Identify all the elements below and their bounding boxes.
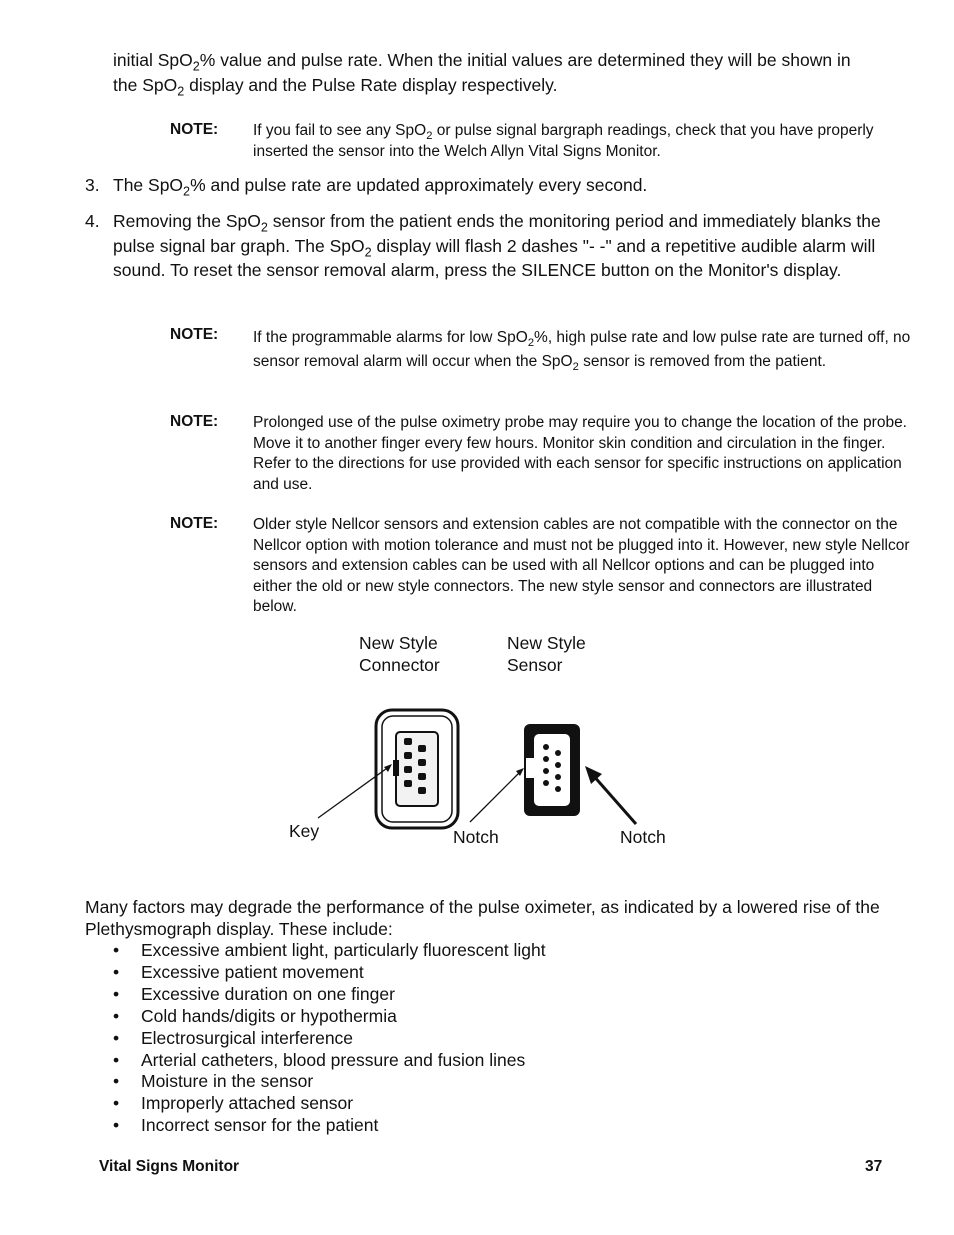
factor-text: Excessive duration on one finger [141, 983, 395, 1004]
factor-text: Improperly attached sensor [141, 1093, 354, 1114]
connector-label: New Style Connector [359, 633, 440, 675]
factor-list-item [113, 940, 893, 962]
note-2-label: NOTE: [170, 326, 219, 343]
factors-list [113, 940, 893, 1137]
factor-text: Arterial catheters, blood pressure and fusion lines [141, 1049, 526, 1070]
note-1-label: NOTE: [170, 121, 219, 138]
note-4-text: Older style Nellcor sensors and extension cables are not compatible with the connector on the Nellcor option with motion tolerance and must not be plugged into it. However, new style Nellcor sensors and extension cables can be used with all Nellcor options and can be plugged into either the old or new style connectors. The new style sensor and connectors are illustrated below. [253, 516, 910, 615]
factor-list-item [113, 1071, 893, 1093]
factor-list-item [113, 962, 893, 984]
factor-list-item [113, 1115, 893, 1137]
step-4-number: 4. [85, 211, 100, 231]
bullet-icon: • [113, 1093, 120, 1114]
new-style-sensor-drawing [524, 724, 580, 816]
factor-text: Excessive ambient light, particularly fluorescent light [141, 940, 546, 960]
step-4-text: Removing the SpO$_2$ sensor from the patient ends the monitoring period and immediately blanks the pulse signal bar graph. The SpO$_2$ display will flash 2 dashes "- -" and a repetitive audible alarm will sound. To reset the sensor removal alarm, press the SILENCE button on the Monitor's display. [113, 211, 881, 280]
page-number: 37 [865, 1158, 883, 1175]
footer-title: Vital Signs Monitor [99, 1158, 240, 1175]
bullet-icon: • [113, 1005, 120, 1026]
notch-leader-arrow-right [585, 766, 636, 824]
bullet-icon: • [113, 1115, 120, 1136]
bullet-icon: • [113, 1027, 120, 1048]
factor-text: Electrosurgical interference [141, 1027, 354, 1048]
bullet-icon: • [113, 961, 120, 982]
connector-sensor-illustration [280, 700, 660, 840]
notch-leader-line-left [470, 768, 524, 822]
factor-text: Excessive patient movement [141, 961, 364, 982]
intro-paragraph [113, 48, 913, 98]
key-leader-line [318, 764, 392, 818]
factor-list-item [113, 1050, 893, 1072]
factor-text: Incorrect sensor for the patient [141, 1115, 379, 1136]
step-3-text: The SpO$_2$% and pulse rate are updated approximately every second. [113, 175, 648, 199]
note-1-text: If you fail to see any SpO$_2$ or pulse signal bargraph readings, check that you have properly inserted the sensor into the Welch Allyn Vital Signs Monitor. [253, 122, 874, 160]
notch-label-left: Notch [453, 827, 499, 847]
bullet-icon: • [113, 1071, 120, 1092]
note-3-label: NOTE: [170, 413, 219, 430]
intro-line-2: the SpO$_2$ display and the Pulse Rate display respectively. [113, 75, 558, 99]
factor-list-item [113, 1006, 893, 1028]
sensor-label: New Style Sensor [507, 633, 586, 675]
factor-list-item [113, 984, 893, 1006]
key-label: Key [289, 821, 320, 841]
bullet-icon: • [113, 1049, 120, 1070]
factor-text: Cold hands/digits or hypothermia [141, 1005, 397, 1026]
note-4-label: NOTE: [170, 515, 219, 532]
note-3-text: Prolonged use of the pulse oximetry probe may require you to change the location of the probe. Move it to another finger every few hours. Monitor skin condition and circulation in the finger. Refer to the directions for use provided with each sensor for specific instructions on application and use. [253, 414, 907, 493]
factors-intro: Many factors may degrade the performance of the pulse oximeter, as indicated by a lowered rise of the Plethysmograph display. These include: [85, 897, 880, 939]
bullet-icon: • [113, 983, 120, 1004]
note-2-text: If the programmable alarms for low SpO$_2$%, high pulse rate and low pulse rate are turned off, no sensor removal alarm will occur when the SpO$_2$ sensor is removed from the patient. [253, 329, 911, 373]
notch-label-right: Notch [620, 827, 666, 847]
factor-list-item [113, 1093, 893, 1115]
intro-line-1: initial SpO$_2$% value and pulse rate. When the initial values are determined they will be shown in [113, 50, 851, 74]
factor-list-item [113, 1028, 893, 1050]
step-3-number: 3. [85, 175, 100, 195]
factor-text: Moisture in the sensor [141, 1071, 314, 1092]
bullet-icon: • [113, 940, 120, 960]
